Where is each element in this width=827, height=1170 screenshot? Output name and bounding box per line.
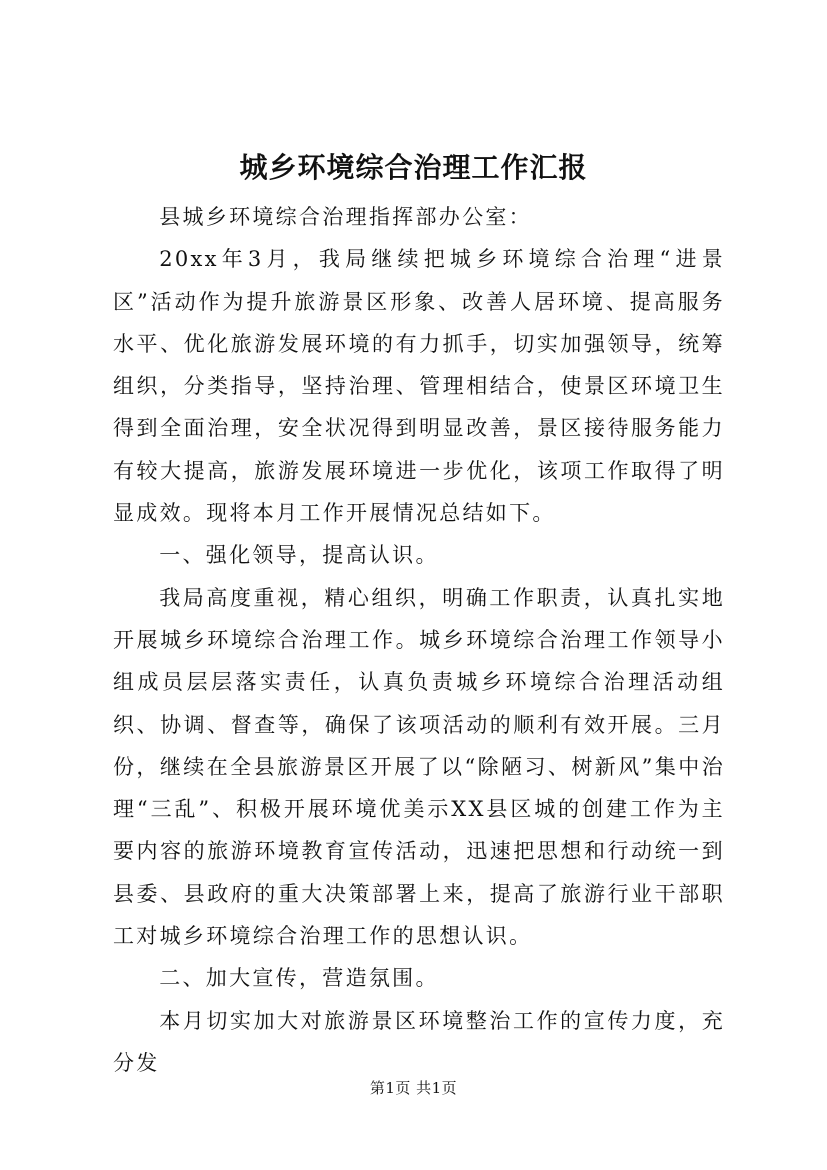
document-title: 城乡环境综合治理工作汇报: [239, 151, 588, 184]
section-2-paragraph: 本月切实加大对旅游景区环境整治工作的宣传力度，充分发: [113, 1008, 725, 1075]
section-1-paragraph: 我局高度重视，精心组织，明确工作职责，认真扎实地开展城乡环境综合治理工作。城乡环境综合治理工作领导小组成员层层落实责任，认真负责城乡环境综合治理活动组织、协调、督查等，确保了该项活动的顺利有效开展。三月份，继续在全县旅游景区开展了以“除陋习、树新风”集中治理“三乱”、积极开展环境优美示XX县区城的创建工作为主要内容的旅游环境教育宣传活动，迅速把思想和行动统一到县委、县政府的重大决策部署上来，提高了旅游行业干部职工对城乡环境综合治理工作的思想认识。: [113, 585, 725, 949]
document-body: [113, 196, 725, 1084]
intro-paragraph: 20xx年3月，我局继续把城乡环境综合治理“进景区”活动作为提升旅游景区形象、改善人居环境、提高服务水平、优化旅游发展环境的有力抓手，切实加强领导，统筹组织，分类指导，坚持治理、管理相结合，使景区环境卫生得到全面治理，安全状况得到明显改善，景区接待服务能力有较大提高，旅游发展环境进一步优化，该项工作取得了明显成效。现将本月工作开展情况总结如下。: [113, 247, 725, 526]
page-number-footer: 第1页 共1页: [369, 1079, 458, 1097]
section-heading-2: 二、加大宣传，营造氛围。: [159, 966, 439, 991]
salutation: 县城乡环境综合治理指挥部办公室：: [159, 205, 532, 229]
section-heading-1: 一、强化领导，提高认识。: [159, 543, 439, 568]
